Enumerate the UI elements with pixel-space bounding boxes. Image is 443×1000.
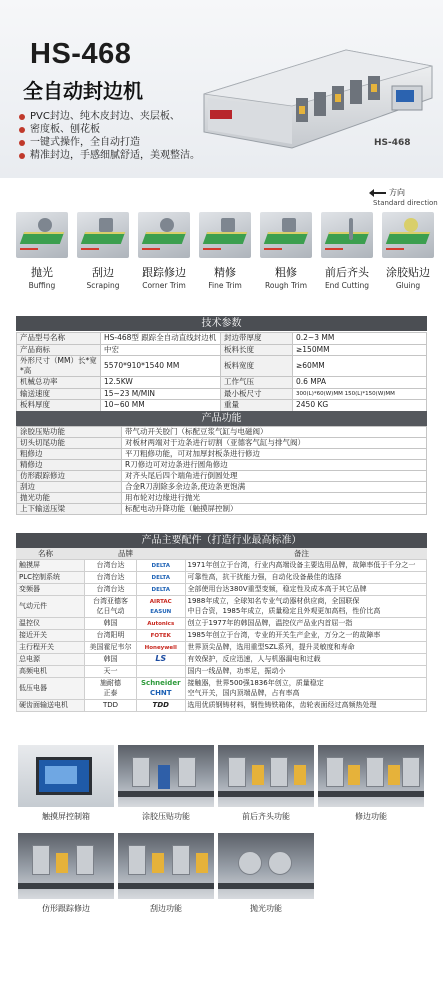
parts-title: 产品主要配件（打造行业最高标准）	[16, 533, 427, 548]
feature-item: 精准封边，手感细腻舒适，美观整洁。	[18, 149, 218, 162]
process-label: 刮边	[92, 266, 114, 279]
part-name: 高频电机	[17, 666, 85, 678]
table-row	[17, 344, 427, 356]
part-note: 创立于1977年的韩国品牌，温控仪产品业内首屈一指	[185, 618, 426, 630]
table-row	[17, 427, 427, 438]
pneumatic-logos	[137, 596, 186, 618]
spec-value: ≥150MM	[293, 344, 427, 356]
spec-value: HS-468型 跟踪全自动直线封边机	[101, 333, 221, 345]
process-label-en: Scraping	[86, 281, 120, 290]
spec-key: 重量	[221, 400, 293, 412]
gallery-photo-touchscreen	[18, 745, 114, 807]
airtac-logo: AIRTAC	[149, 599, 172, 605]
delta-logo-text: DELTA	[151, 586, 170, 593]
function-value: 标配电动升降功能（触摸屏控制）	[122, 504, 427, 515]
process-corner-trim	[136, 212, 192, 300]
feature-item-text: 密度板、刨花板	[30, 124, 100, 135]
function-value: 合金R刀刮除多余边条,使边条更饱满	[122, 482, 427, 493]
gallery-caption: 前后齐头功能	[242, 812, 290, 821]
arrow-left-icon	[372, 192, 386, 194]
function-value: 用布轮对边缘进行抛光	[122, 493, 427, 504]
function-key: 粗修边	[17, 449, 122, 460]
process-label: 抛光	[31, 266, 53, 279]
direction-label-en: Standard direction	[373, 199, 438, 207]
machine-caption: HS-468	[374, 138, 411, 148]
process-end-cutting	[319, 212, 375, 300]
table-row	[17, 438, 427, 449]
direction-label: 方向	[389, 188, 405, 197]
spec-value: 0.2~3 MM	[293, 333, 427, 345]
easun-logo: EASUN	[150, 608, 172, 615]
process-label-en: End Cutting	[324, 281, 370, 290]
part-brand: TDD	[85, 700, 137, 712]
table-row	[17, 584, 427, 596]
delta-logo	[137, 572, 186, 584]
process-gluing	[380, 212, 436, 300]
part-note: 有效保护，反应迅速，人与机器漏电和过载	[185, 654, 426, 666]
function-value: 对齐头尾后四个端角进行倒圆处理	[122, 471, 427, 482]
function-value: 带气动开关胶门（标配豆浆气缸与电磁阀）	[122, 427, 427, 438]
part-note: 国内一线品牌，功率足，振动小	[185, 666, 426, 678]
feature-list	[18, 110, 218, 162]
process-label-en: Rough Trim	[264, 281, 308, 290]
part-name: 温控仪	[17, 618, 85, 630]
spec-key: 产品商标	[17, 344, 101, 356]
gallery-caption: 仿形跟踪修边	[42, 904, 90, 913]
process-label: 跟踪修边	[142, 266, 186, 279]
spec-value: 12.5KW	[101, 377, 221, 389]
part-brand-primary: 台湾亚德客	[93, 597, 128, 605]
gallery-caption: 触摸屏控制箱	[42, 812, 90, 821]
spec-value: 0.6 MPA	[293, 377, 427, 389]
machine-illustration	[196, 36, 436, 154]
part-note: 1985年创立于台湾，专业的开关生产企业，万分之一的故障率	[185, 630, 426, 642]
gallery-caption: 刮边功能	[150, 904, 182, 913]
function-key: 仿形跟踪修边	[17, 471, 122, 482]
spec-value: 2450 KG	[293, 400, 427, 412]
table-row	[17, 618, 427, 630]
fine-trim-icon	[199, 212, 251, 258]
ls-logo-text: LS	[155, 653, 167, 663]
part-name: 主行程开关	[17, 642, 85, 654]
gallery-photo-end-cutting	[218, 745, 314, 807]
parts-header-note: 备注	[294, 549, 309, 558]
table-row	[17, 700, 427, 712]
table-row	[17, 666, 427, 678]
gallery-photo-buffing	[218, 833, 314, 899]
table-row	[17, 596, 427, 618]
fotek-logo	[137, 630, 186, 642]
part-brand	[85, 678, 137, 700]
part-brand: 台湾台达	[85, 572, 137, 584]
part-brand: 台湾台达	[85, 584, 137, 596]
gallery-photo-gluing	[118, 745, 214, 807]
fotek-logo-text: FOTEK	[150, 632, 171, 639]
function-key: 抛光功能	[17, 493, 122, 504]
table-row	[17, 377, 427, 389]
function-key: 切头切尾功能	[17, 438, 122, 449]
delta-logo	[137, 560, 186, 572]
parts-header	[16, 548, 427, 559]
tdd-logo	[137, 700, 186, 712]
spec-key: 板料厚度	[17, 400, 101, 412]
table-row	[17, 333, 427, 345]
hero-banner	[0, 0, 443, 178]
table-row	[17, 642, 427, 654]
part-note: 1971年创立于台湾，行业内高端设备主要选用品牌，故障率低于千分之一	[185, 560, 426, 572]
product-model: HS-468	[30, 38, 132, 70]
autonics-logo	[137, 618, 186, 630]
process-label-en: Fine Trim	[208, 281, 242, 290]
process-fine-trim	[197, 212, 253, 300]
table-row	[17, 356, 427, 377]
spec-value: 5570*910*1540 MM	[101, 356, 221, 377]
chint-logo: CHNT	[149, 688, 172, 697]
tdd-logo-text: TDD	[152, 700, 169, 709]
part-note: 世界顶尖品牌，选用重型SZL系列，提升灵敏度和寿命	[185, 642, 426, 654]
spec-key: 机械总功率	[17, 377, 101, 389]
table-row	[17, 449, 427, 460]
part-name: 气动元件	[17, 596, 85, 618]
part-note-secondary: 空气开关，国内顶端品牌，占有率高	[187, 688, 300, 697]
table-row	[17, 482, 427, 493]
gallery-photo-scraping	[118, 833, 214, 899]
parts-header-name: 名称	[38, 549, 53, 558]
table-row	[17, 630, 427, 642]
function-value: 平刀粗修功能，可对加厚封板条进行修边	[122, 449, 427, 460]
autonics-logo-text: Autonics	[147, 620, 175, 627]
gallery-caption: 修边功能	[355, 812, 387, 821]
functions-table	[16, 426, 427, 515]
gallery-caption: 涂胶压贴功能	[142, 812, 190, 821]
part-note	[185, 596, 426, 618]
part-logo-empty	[137, 666, 186, 678]
spec-value: 300(L)*60(W)MM 150(L)*150(W)MM	[293, 388, 427, 400]
spec-key: 最小板尺寸	[221, 388, 293, 400]
table-row	[17, 471, 427, 482]
schneider-logo: Schneider	[141, 679, 181, 687]
part-note	[185, 678, 426, 700]
part-brand: 台湾台达	[85, 560, 137, 572]
part-name: 触摸屏	[17, 560, 85, 572]
gallery-photo-tracking-trim	[18, 833, 114, 899]
table-row	[17, 678, 427, 700]
part-brand-primary: 施耐德	[100, 679, 121, 687]
part-note-primary: 接触器，世界500强1836年创立，质量稳定	[187, 679, 324, 687]
part-brand: 韩国	[85, 654, 137, 666]
part-note-primary: 1988年成立，全球知名专业气动器材供应商，全国联保	[187, 597, 360, 605]
delta-logo	[137, 584, 186, 596]
functions-title: 产品功能	[16, 411, 427, 426]
rough-trim-icon	[260, 212, 312, 258]
part-name: 硬齿面输送电机	[17, 700, 85, 712]
part-brand-secondary: 正泰	[103, 688, 118, 697]
function-key: 上下输送压梁	[17, 504, 122, 515]
part-name: PLC控制系统	[17, 572, 85, 584]
spec-value: ≥60MM	[293, 356, 427, 377]
spec-key: 工作气压	[221, 377, 293, 389]
process-label: 精修	[214, 266, 236, 279]
delta-logo-text: DELTA	[151, 562, 170, 569]
function-key: 刮边	[17, 482, 122, 493]
part-brand: 天一	[85, 666, 137, 678]
table-row	[17, 654, 427, 666]
spec-key: 板料宽度	[221, 356, 293, 377]
honeywell-logo	[137, 642, 186, 654]
direction-indicator	[372, 187, 405, 198]
part-note: 选用优质钢铸材料，钢性铸铁箱体，齿轮表面经过高频热处理	[185, 700, 426, 712]
process-scraping	[75, 212, 131, 300]
table-row	[17, 388, 427, 400]
feature-item: PVC封边、纯木皮封边、夹层板、	[18, 110, 218, 123]
gluing-icon	[382, 212, 434, 258]
feature-item: 一键式操作，全自动打造	[18, 136, 218, 149]
part-note-secondary: 中日合资，1985年成立，质量稳定且外观更加高档，性价比高	[187, 606, 381, 615]
buffing-icon	[16, 212, 68, 258]
process-label: 前后齐头	[325, 266, 369, 279]
function-key: 涂胶压贴功能	[17, 427, 122, 438]
table-row	[17, 572, 427, 584]
parts-table	[16, 559, 427, 712]
process-label-en: Buffing	[28, 281, 56, 290]
part-brand: 韩国	[85, 618, 137, 630]
product-subtitle: 全自动封边机	[23, 79, 143, 103]
function-key: 精修边	[17, 460, 122, 471]
scraping-icon	[77, 212, 129, 258]
process-rough-trim	[258, 212, 314, 300]
spec-key: 封边带厚度	[221, 333, 293, 345]
specs-title: 技术参数	[16, 316, 427, 331]
process-label-en: Gluing	[395, 281, 421, 290]
function-value: R刀修边可对边条进行圆角修边	[122, 460, 427, 471]
corner-trim-icon	[138, 212, 190, 258]
part-brand: 美国霍尼韦尔	[85, 642, 137, 654]
process-label: 涂胶贴边	[386, 266, 430, 279]
honeywell-logo-text: Honeywell	[144, 644, 177, 651]
delta-logo-text: DELTA	[151, 574, 170, 581]
feature-item	[18, 123, 218, 136]
spec-key: 输送速度	[17, 388, 101, 400]
table-row	[17, 493, 427, 504]
part-name: 变频器	[17, 584, 85, 596]
spec-key: 板料长度	[221, 344, 293, 356]
spec-value: 10~60 MM	[101, 400, 221, 412]
process-strip	[14, 212, 436, 300]
ls-logo	[137, 654, 186, 666]
process-label: 粗修	[275, 266, 297, 279]
parts-header-brand: 品牌	[118, 549, 133, 558]
part-note: 可靠性高，抗干扰能力强，自动化设备最佳的选择	[185, 572, 426, 584]
low-voltage-logos	[137, 678, 186, 700]
part-brand-secondary: 亿日气动	[96, 606, 125, 615]
part-note: 全部使用台达380V重型变频，稳定性及成本高于其它品牌	[185, 584, 426, 596]
part-brand	[85, 596, 137, 618]
table-row	[17, 504, 427, 515]
spec-key: 产品型号名称	[17, 333, 101, 345]
spec-value: 15~23 M/MIN	[101, 388, 221, 400]
spec-value: 中宏	[101, 344, 221, 356]
gallery-caption: 抛光功能	[250, 904, 282, 913]
process-label-en: Corner Trim	[142, 281, 186, 290]
spec-key: 外形尺寸（MM）长*宽*高	[17, 356, 101, 377]
part-name: 总电源	[17, 654, 85, 666]
table-row	[17, 460, 427, 471]
part-brand: 台湾阳明	[85, 630, 137, 642]
part-name: 接近开关	[17, 630, 85, 642]
end-cutting-icon	[321, 212, 373, 258]
part-name: 低压电器	[17, 678, 85, 700]
gallery-photo-trimming	[318, 745, 424, 807]
process-buffing	[14, 212, 70, 300]
table-row	[17, 560, 427, 572]
function-value: 对板材两端对于边条进行切割（亚德客气缸与排气阀）	[122, 438, 427, 449]
table-row	[17, 400, 427, 412]
specs-table	[16, 332, 427, 412]
